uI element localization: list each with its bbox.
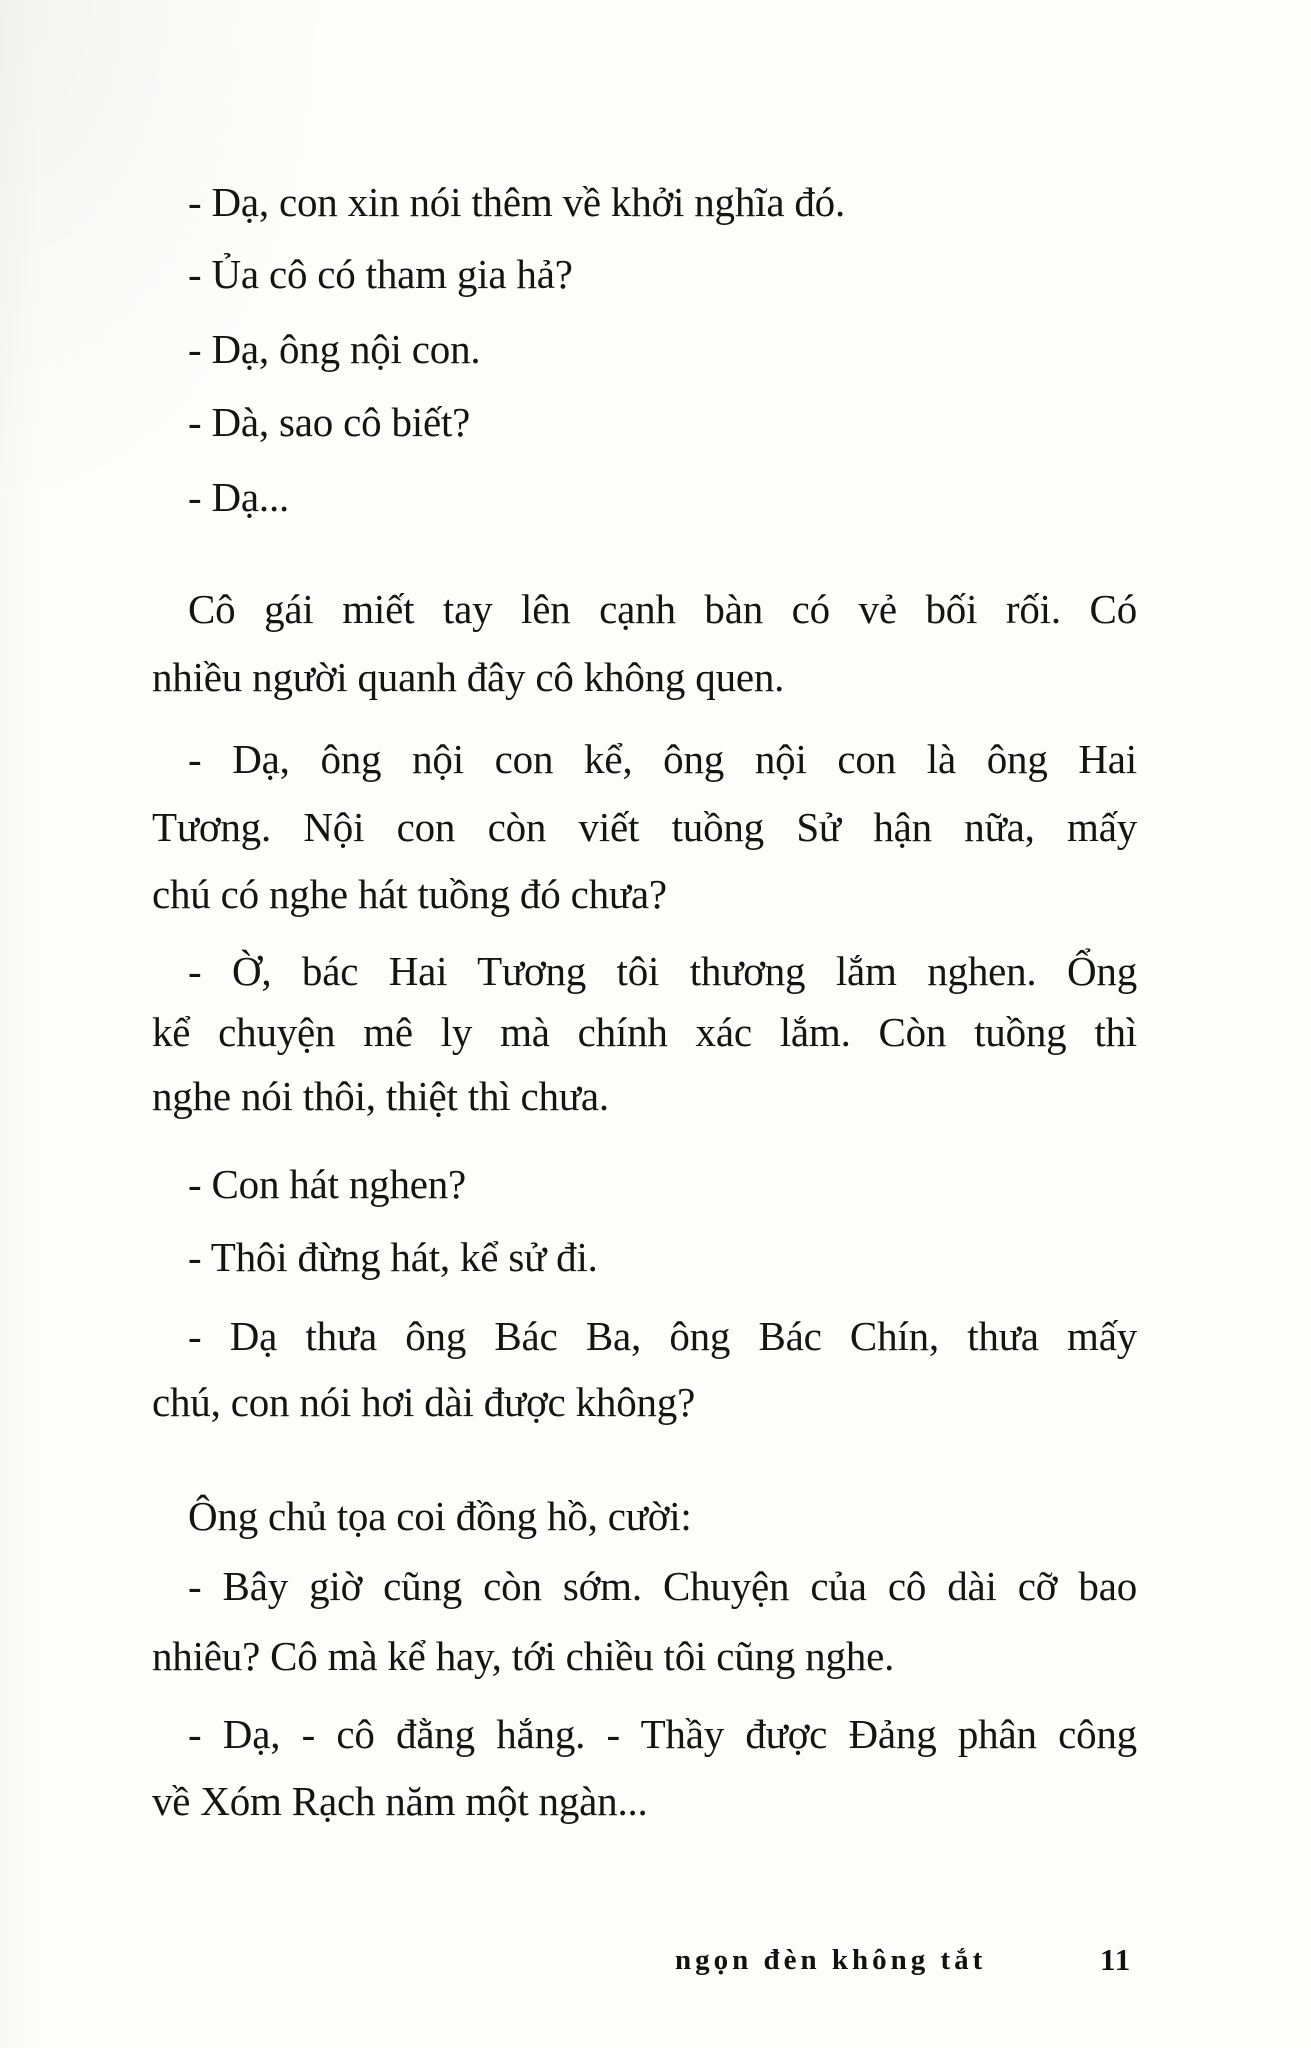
dialogue-line: nhiêu? Cô mà kể hay, tới chiều tôi cũng nghe. <box>152 1633 895 1679</box>
narration-line: Ông chủ tọa coi đồng hồ, cười: <box>188 1493 692 1539</box>
dialogue-line: - Dạ... <box>188 474 290 520</box>
dialogue-line: - Ủa cô có tham gia hả? <box>188 251 573 297</box>
dialogue-line: - Dạ, - cô đằng hắng. - Thầy được Đảng phân công <box>188 1711 1137 1757</box>
dialogue-line: nghe nói thôi, thiệt thì chưa. <box>152 1073 609 1119</box>
narration-line: nhiều người quanh đây cô không quen. <box>152 654 785 700</box>
dialogue-line: - Dạ, con xin nói thêm về khởi nghĩa đó. <box>188 179 846 225</box>
dialogue-line: - Dạ, ông nội con. <box>188 326 481 372</box>
dialogue-line: - Dạ, ông nội con kể, ông nội con là ông Hai <box>188 736 1137 782</box>
dialogue-line: kể chuyện mê ly mà chính xác lắm. Còn tuồng thì <box>152 1009 1137 1055</box>
dialogue-line: - Ờ, bác Hai Tương tôi thương lắm nghen. Ổng <box>188 948 1137 994</box>
running-footer <box>675 1938 1155 1982</box>
dialogue-line: về Xóm Rạch năm một ngàn... <box>152 1778 648 1824</box>
dialogue-line: - Dà, sao cô biết? <box>188 399 471 445</box>
dialogue-line: - Bây giờ cũng còn sớm. Chuyện của cô dài cỡ bao <box>188 1563 1137 1609</box>
page-number: 11 <box>1100 1942 1132 1977</box>
dialogue-line: chú có nghe hát tuồng đó chưa? <box>152 871 667 917</box>
book-title: ngọn đèn không tắt <box>675 1944 987 1976</box>
dialogue-line: chú, con nói hơi dài được không? <box>152 1379 696 1425</box>
narration-line: Cô gái miết tay lên cạnh bàn có vẻ bối rối. Có <box>188 586 1137 632</box>
dialogue-line: - Dạ thưa ông Bác Ba, ông Bác Chín, thưa mấy <box>188 1313 1137 1359</box>
dialogue-line: - Thôi đừng hát, kể sử đi. <box>188 1234 598 1280</box>
dialogue-line: Tương. Nội con còn viết tuồng Sử hận nữa, mấy <box>152 804 1137 850</box>
dialogue-line: - Con hát nghen? <box>188 1161 467 1207</box>
